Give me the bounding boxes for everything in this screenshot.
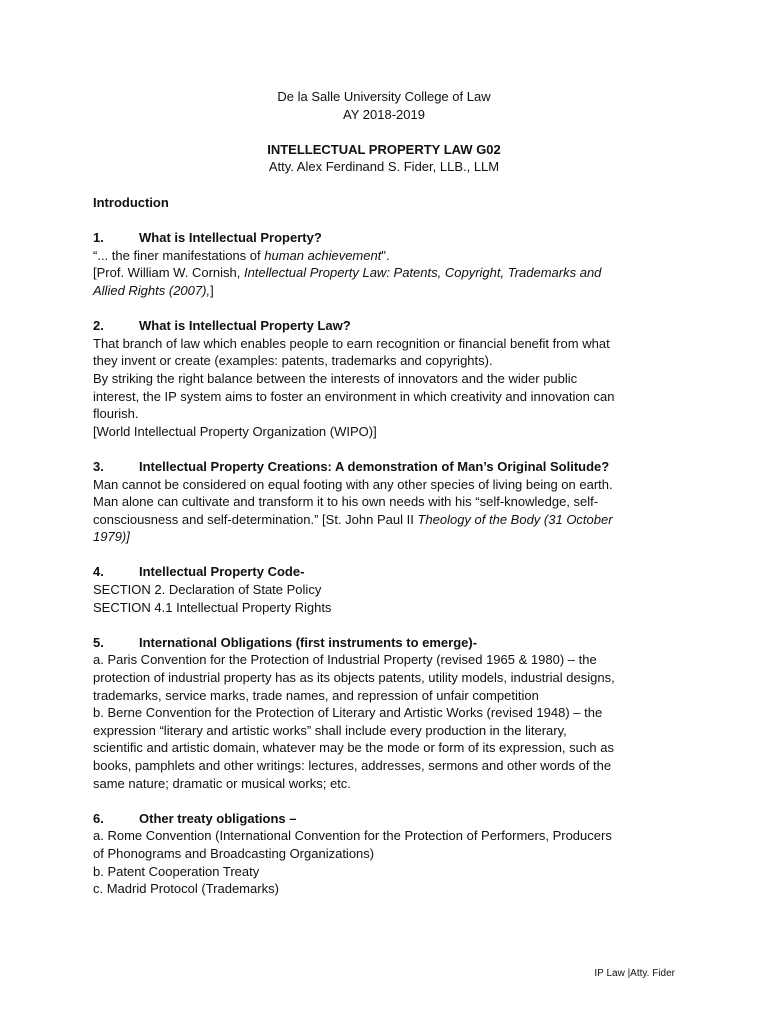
text-line: trademarks, service marks, trade names, and repression of unfair competition — [93, 687, 539, 703]
item-title: Intellectual Property Code- — [139, 564, 305, 580]
item-title: International Obligations (first instruments to emerge)- — [139, 634, 478, 650]
item-number: 5. — [93, 634, 104, 650]
item-title: Other treaty obligations – — [139, 810, 297, 826]
item-6-heading — [93, 810, 683, 828]
text-line: same nature; dramatic or musical works; etc. — [93, 775, 351, 791]
item-1-citation: [Prof. William W. Cornish, Intellectual Property Law: Patents, Copyright, Trademarks and — [93, 265, 602, 281]
item-number: 2. — [93, 318, 104, 334]
text-line: That branch of law which enables people to earn recognition or financial benefit from what — [93, 335, 610, 351]
item-3-heading — [93, 458, 683, 476]
text-line: protection of industrial property has as its objects patents, utility models, industrial designs, — [93, 670, 615, 686]
text-line: they invent or create (examples: patents, trademarks and copyrights). — [93, 353, 493, 369]
item-1-quote: “... the finer manifestations of human achievement". — [93, 247, 390, 263]
item-title: What is Intellectual Property Law? — [139, 318, 351, 334]
item-number: 3. — [93, 458, 104, 474]
text-line: b. Patent Cooperation Treaty — [93, 863, 260, 879]
text-line: SECTION 4.1 Intellectual Property Rights — [93, 599, 332, 615]
item-1-heading — [93, 229, 683, 247]
text-line: of Phonograms and Broadcasting Organizations) — [93, 845, 375, 861]
text-line: By striking the right balance between the interests of innovators and the wider public — [93, 370, 578, 386]
item-title: Intellectual Property Creations: A demonstration of Man’s Original Solitude? — [139, 458, 610, 474]
item-4-heading — [93, 563, 683, 581]
item-title: What is Intellectual Property? — [139, 230, 322, 246]
text-line: Man cannot be considered on equal footing with any other species of living being on earth. — [93, 476, 613, 492]
text-line: c. Madrid Protocol (Trademarks) — [93, 881, 279, 897]
instructor-name: Atty. Alex Ferdinand S. Fider, LLB., LLM — [268, 159, 500, 175]
document-header — [0, 88, 768, 176]
item-5-heading — [93, 634, 683, 652]
text-line: SECTION 2. Declaration of State Policy — [93, 582, 322, 598]
text-line: interest, the IP system aims to foster an environment in which creativity and innovation can — [93, 388, 615, 404]
text-line: expression “literary and artistic works” shall include every production in the literary, — [93, 722, 567, 738]
text-line: [World Intellectual Property Organization (WIPO)] — [93, 423, 377, 439]
course-title: INTELLECTUAL PROPERTY LAW G02 — [267, 141, 501, 157]
item-number: 6. — [93, 810, 104, 826]
item-2-heading — [93, 317, 683, 335]
text-line: b. Berne Convention for the Protection of Literary and Artistic Works (revised 1948) – the — [93, 705, 603, 721]
item-1-citation-cont: Allied Rights (2007),] — [93, 282, 214, 298]
text-line: 1979)] — [93, 529, 130, 545]
item-number: 1. — [93, 230, 104, 246]
text-line: flourish. — [93, 406, 139, 422]
document-body — [93, 194, 683, 898]
introduction-heading: Introduction — [93, 195, 169, 210]
text-line: a. Paris Convention for the Protection of Industrial Property (revised 1965 & 1980) – the — [93, 652, 597, 668]
university-name: De la Salle University College of Law — [277, 89, 491, 104]
text-line: consciousness and self-determination.” [St. John Paul II Theology of the Body (31 October — [93, 511, 613, 527]
item-number: 4. — [93, 564, 104, 580]
text-line: a. Rome Convention (International Convention for the Protection of Performers, Producers — [93, 828, 612, 844]
academic-year: AY 2018-2019 — [343, 106, 425, 122]
text-line: books, pamphlets and other writings: lectures, addresses, sermons and other words of the — [93, 758, 612, 773]
text-line: scientific and artistic domain, whatever may be the mode or form of its expression, such as — [93, 740, 614, 756]
page-footer: IP Law |Atty. Fider — [594, 968, 675, 979]
text-line: Man alone can cultivate and transform it to his own needs with his “self-knowledge, self- — [93, 494, 599, 510]
